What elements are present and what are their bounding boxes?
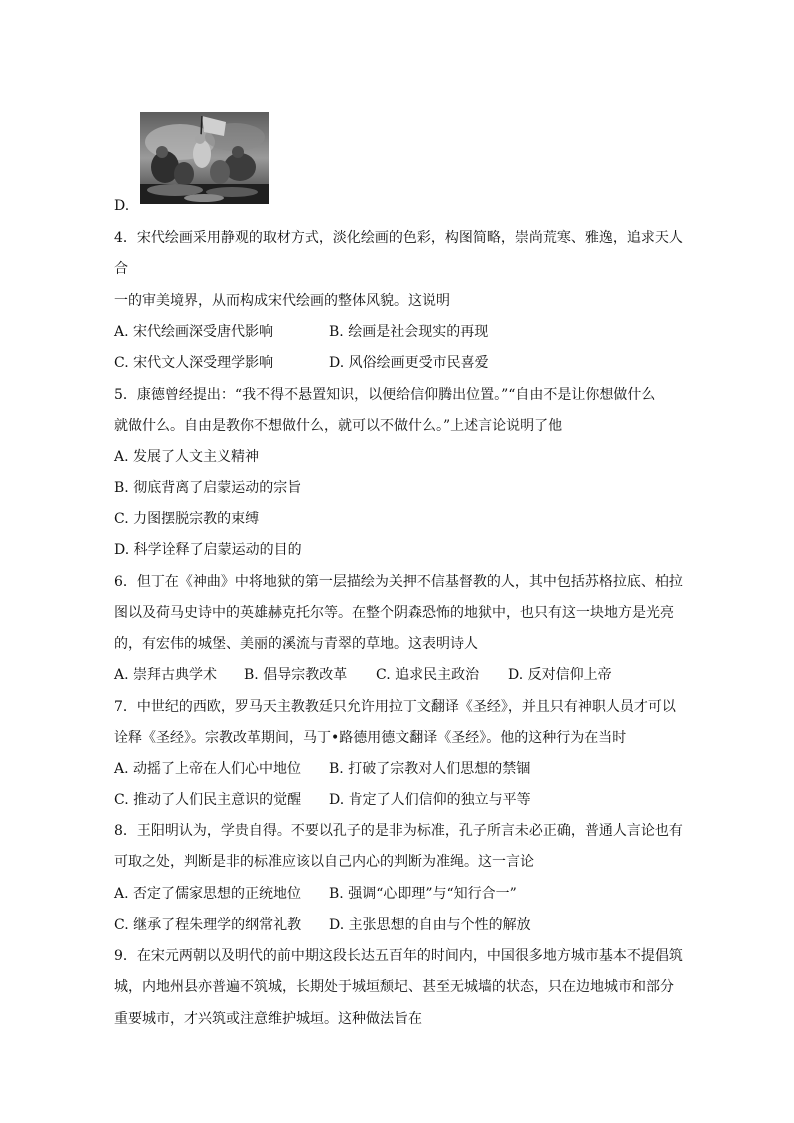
painting-illustration — [140, 112, 269, 204]
q4-option-c[interactable]: C. 宋代文人深受理学影响 — [114, 355, 274, 371]
q8-option-b[interactable]: B. 强调“心即理”与“知行合一” — [329, 886, 517, 902]
q6-option-a[interactable]: A. 崇拜古典学术 — [114, 667, 218, 683]
q9-stem-line3: 重要城市，才兴筑或注意维护城垣。这种做法旨在 — [114, 1011, 422, 1027]
q5-stem-line1: 5．康德曾经提出：“我不得不悬置知识，以便给信仰腾出位置。”“自由不是让你想做什么 — [114, 387, 656, 403]
q9-stem-line1: 9．在宋元两朝以及明代的前中期这段长达五百年的时间内，中国很多地方城市基本不提倡筑 — [114, 948, 683, 964]
q4-option-d[interactable]: D. 风俗绘画更受市民喜爱 — [329, 355, 489, 371]
q9-stem-line2: 城，内地州县亦普遍不筑城，长期处于城垣颓圮、甚至无城墙的状态，只在边地城市和部分 — [114, 979, 674, 995]
q7-option-d[interactable]: D. 肯定了人们信仰的独立与平等 — [329, 792, 531, 808]
q4-options-row1 — [114, 322, 488, 342]
q8-option-d[interactable]: D. 主张思想的自由与个性的解放 — [329, 917, 531, 933]
q7-stem-line1: 7．中世纪的西欧，罗马天主教教廷只允许用拉丁文翻译《圣经》，并且只有神职人员才可以 — [114, 699, 676, 715]
q8-options-row2 — [114, 915, 531, 935]
q6-stem-line3: 的，有宏伟的城堡、美丽的溪流与青翠的草地。这表明诗人 — [114, 636, 478, 652]
q5-option-a[interactable]: A. 发展了人文主义精神 — [114, 449, 260, 465]
q8-option-a[interactable]: A. 否定了儒家思想的正统地位 — [114, 886, 302, 902]
q8-option-c[interactable]: C. 继承了程朱理学的纲常礼教 — [114, 917, 302, 933]
q6-option-b[interactable]: B. 倡导宗教改革 — [244, 667, 348, 683]
q6-option-d[interactable]: D. 反对信仰上帝 — [508, 667, 612, 683]
option-d-painting-image — [140, 112, 269, 204]
q7-option-a[interactable]: A. 动摇了上帝在人们心中地位 — [114, 761, 302, 777]
q6-options-row — [114, 665, 612, 685]
q4-option-b[interactable]: B. 绘画是社会现实的再现 — [329, 324, 489, 340]
q5-option-c[interactable]: C. 力图摆脱宗教的束缚 — [114, 511, 260, 527]
q6-option-c[interactable]: C. 追求民主政治 — [376, 667, 480, 683]
q5-option-d[interactable]: D. 科学诠释了启蒙运动的目的 — [114, 542, 302, 558]
q5-option-b[interactable]: B. 彻底背离了启蒙运动的宗旨 — [114, 480, 302, 496]
q6-stem-line1: 6．但丁在《神曲》中将地狱的第一层描绘为关押不信基督教的人，其中包括苏格拉底、柏拉 — [114, 574, 683, 590]
q7-option-c[interactable]: C. 推动了人们民主意识的觉醒 — [114, 792, 302, 808]
q8-options-row1 — [114, 884, 517, 904]
q7-options-row1 — [114, 759, 530, 779]
q3-option-d-label: D. — [114, 198, 130, 214]
q4-stem-line3: 一的审美境界，从而构成宋代绘画的整体风貌。这说明 — [114, 293, 450, 309]
q6-stem-line2: 图以及荷马史诗中的英雄赫克托尔等。在整个阴森恐怖的地狱中，也只有这一块地方是光亮 — [114, 605, 674, 621]
q7-options-row2 — [114, 790, 531, 810]
q4-options-row2 — [114, 353, 489, 373]
q8-stem-line2: 可取之处，判断是非的标准应该以自己内心的判断为准绳。这一言论 — [114, 854, 534, 870]
q8-stem-line1: 8．王阳明认为，学贵自得。不要以孔子的是非为标准，孔子所言未必正确，普通人言论也有 — [114, 823, 683, 839]
q4-stem-line2: 合 — [114, 261, 128, 277]
q7-stem-line2: 诠释《圣经》。宗教改革期间，马丁•路德用德文翻译《圣经》。他的这种行为在当时 — [114, 730, 627, 746]
q5-stem-line2: 就做什么。自由是教你不想做什么，就可以不做什么。”上述言论说明了他 — [114, 418, 563, 434]
q7-option-b[interactable]: B. 打破了宗教对人们思想的禁锢 — [329, 761, 531, 777]
q4-stem-line1: 4．宋代绘画采用静观的取材方式，淡化绘画的色彩，构图简略，崇尚荒寒、雅逸，追求天人 — [114, 230, 683, 246]
q4-option-a[interactable]: A. 宋代绘画深受唐代影响 — [114, 324, 274, 340]
